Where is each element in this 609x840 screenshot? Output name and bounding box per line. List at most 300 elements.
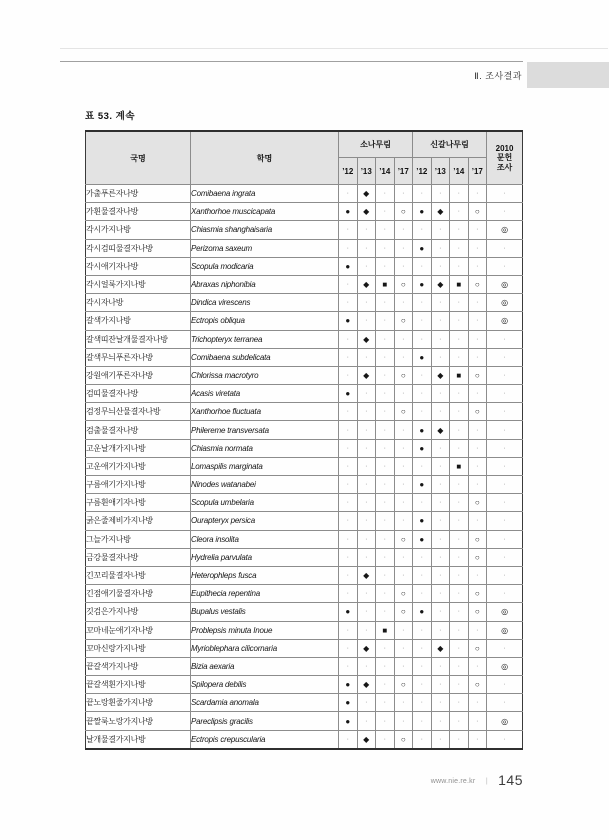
table-row bbox=[86, 203, 523, 221]
symbol-cell: · bbox=[450, 676, 469, 694]
symbol-cell: ◆ bbox=[357, 203, 376, 221]
korean-name-cell: 갈색가지나방 bbox=[86, 312, 191, 330]
literature-cell: ◎ bbox=[487, 221, 523, 239]
table-row bbox=[86, 530, 523, 548]
korean-name-cell: 각시애기자나방 bbox=[86, 257, 191, 275]
symbol-cell: · bbox=[339, 512, 358, 530]
symbol-cell: · bbox=[431, 439, 450, 457]
symbol-cell: · bbox=[450, 348, 469, 366]
table-row bbox=[86, 512, 523, 530]
symbol-cell: · bbox=[413, 712, 432, 730]
scientific-name-cell: Comibaena ingrata bbox=[191, 185, 339, 203]
symbol-cell: · bbox=[431, 457, 450, 475]
symbol-cell: · bbox=[413, 257, 432, 275]
symbol-cell: ● bbox=[413, 275, 432, 293]
symbol-cell: ◆ bbox=[431, 639, 450, 657]
literature-cell: ◎ bbox=[487, 294, 523, 312]
symbol-cell: · bbox=[339, 294, 358, 312]
symbol-cell: · bbox=[357, 585, 376, 603]
symbol-cell: · bbox=[394, 694, 413, 712]
symbol-cell: · bbox=[339, 476, 358, 494]
symbol-cell: · bbox=[339, 366, 358, 384]
scientific-name-cell: Bizia aexaria bbox=[191, 657, 339, 675]
symbol-cell: · bbox=[394, 294, 413, 312]
symbol-cell: · bbox=[413, 621, 432, 639]
symbol-cell: · bbox=[339, 348, 358, 366]
symbol-cell: · bbox=[376, 366, 395, 384]
top-rule-light bbox=[60, 48, 608, 49]
symbol-cell: · bbox=[413, 676, 432, 694]
scientific-name-cell: Ectropis obliqua bbox=[191, 312, 339, 330]
scientific-name-cell: Ectropis crepuscularia bbox=[191, 730, 339, 749]
symbol-cell: ◆ bbox=[357, 639, 376, 657]
literature-cell: · bbox=[487, 585, 523, 603]
table-row bbox=[86, 694, 523, 712]
symbol-cell: · bbox=[468, 657, 487, 675]
korean-name-cell: 구름흰애기자나방 bbox=[86, 494, 191, 512]
literature-cell: · bbox=[487, 494, 523, 512]
symbol-cell: · bbox=[339, 239, 358, 257]
table-row bbox=[86, 330, 523, 348]
table-row bbox=[86, 548, 523, 566]
symbol-cell: · bbox=[376, 585, 395, 603]
symbol-cell: ○ bbox=[394, 585, 413, 603]
symbol-cell: · bbox=[394, 548, 413, 566]
symbol-cell: ○ bbox=[394, 403, 413, 421]
symbol-cell: · bbox=[431, 221, 450, 239]
korean-name-cell: 각시검띠물결자나방 bbox=[86, 239, 191, 257]
symbol-cell: · bbox=[413, 403, 432, 421]
scientific-name-cell: Trichopteryx terranea bbox=[191, 330, 339, 348]
symbol-cell: · bbox=[431, 239, 450, 257]
symbol-cell: · bbox=[376, 712, 395, 730]
symbol-cell: · bbox=[376, 694, 395, 712]
literature-cell: ◎ bbox=[487, 712, 523, 730]
symbol-cell: · bbox=[413, 694, 432, 712]
symbol-cell: · bbox=[450, 730, 469, 749]
symbol-cell: · bbox=[450, 257, 469, 275]
symbol-cell: · bbox=[413, 639, 432, 657]
symbol-cell: · bbox=[431, 185, 450, 203]
korean-name-cell: 갈색무늬푸른자나방 bbox=[86, 348, 191, 366]
scientific-name-cell: Lomaspilis marginata bbox=[191, 457, 339, 475]
symbol-cell: · bbox=[450, 239, 469, 257]
symbol-cell: ● bbox=[339, 603, 358, 621]
symbol-cell: · bbox=[376, 185, 395, 203]
table-row bbox=[86, 421, 523, 439]
symbol-cell: · bbox=[468, 694, 487, 712]
symbol-cell: · bbox=[357, 457, 376, 475]
symbol-cell: · bbox=[339, 421, 358, 439]
symbol-cell: ○ bbox=[468, 548, 487, 566]
table-row bbox=[86, 730, 523, 749]
literature-cell: · bbox=[487, 730, 523, 749]
symbol-cell: · bbox=[413, 294, 432, 312]
symbol-cell: · bbox=[339, 185, 358, 203]
top-rule-dark bbox=[60, 61, 523, 62]
symbol-cell: · bbox=[394, 421, 413, 439]
symbol-cell: · bbox=[468, 185, 487, 203]
header-year-pine-14: ’14 bbox=[376, 158, 395, 185]
symbol-cell: ○ bbox=[394, 603, 413, 621]
korean-name-cell: 갈색띠잔날개물결자나방 bbox=[86, 330, 191, 348]
symbol-cell: ● bbox=[413, 476, 432, 494]
korean-name-cell: 긴꼬리물결자나방 bbox=[86, 566, 191, 584]
scientific-name-cell: Abraxas niphonibia bbox=[191, 275, 339, 293]
symbol-cell: ◆ bbox=[357, 676, 376, 694]
symbol-cell: · bbox=[394, 257, 413, 275]
symbol-cell: · bbox=[413, 221, 432, 239]
symbol-cell: · bbox=[450, 712, 469, 730]
symbol-cell: · bbox=[394, 712, 413, 730]
korean-name-cell: 강원애기푸른자나방 bbox=[86, 366, 191, 384]
symbol-cell: · bbox=[357, 421, 376, 439]
header-year-oak-13: ’13 bbox=[431, 158, 450, 185]
header-year-pine-13: ’13 bbox=[357, 158, 376, 185]
literature-cell: ◎ bbox=[487, 275, 523, 293]
symbol-cell: · bbox=[376, 348, 395, 366]
table-row bbox=[86, 348, 523, 366]
symbol-cell: · bbox=[413, 385, 432, 403]
symbol-cell: · bbox=[450, 421, 469, 439]
symbol-cell: ● bbox=[339, 257, 358, 275]
korean-name-cell: 끝노랑흰줄가지나방 bbox=[86, 694, 191, 712]
header-year-pine-17: ’17 bbox=[394, 158, 413, 185]
symbol-cell: · bbox=[450, 494, 469, 512]
symbol-cell: · bbox=[450, 476, 469, 494]
header-group-oak-forest: 신갈나무림 bbox=[413, 131, 487, 158]
symbol-cell: · bbox=[357, 512, 376, 530]
symbol-cell: · bbox=[376, 421, 395, 439]
symbol-cell: · bbox=[357, 348, 376, 366]
literature-cell: · bbox=[487, 348, 523, 366]
symbol-cell: ◆ bbox=[357, 566, 376, 584]
table-row bbox=[86, 439, 523, 457]
symbol-cell: · bbox=[376, 221, 395, 239]
symbol-cell: · bbox=[450, 185, 469, 203]
symbol-cell: · bbox=[413, 730, 432, 749]
symbol-cell: · bbox=[357, 694, 376, 712]
scientific-name-cell: Scardamia anomala bbox=[191, 694, 339, 712]
symbol-cell: ● bbox=[339, 203, 358, 221]
header-scientific-name: 학명 bbox=[191, 131, 339, 185]
symbol-cell: · bbox=[376, 294, 395, 312]
header-year-oak-14: ’14 bbox=[450, 158, 469, 185]
literature-cell: · bbox=[487, 403, 523, 421]
literature-cell: · bbox=[487, 694, 523, 712]
page-footer bbox=[222, 772, 523, 790]
scientific-name-cell: Ninodes watanabei bbox=[191, 476, 339, 494]
symbol-cell: · bbox=[450, 657, 469, 675]
scientific-name-cell: Eupithecia repentina bbox=[191, 585, 339, 603]
symbol-cell: · bbox=[357, 294, 376, 312]
symbol-cell: · bbox=[431, 512, 450, 530]
symbol-cell: · bbox=[468, 294, 487, 312]
korean-name-cell: 깃검은가지나방 bbox=[86, 603, 191, 621]
symbol-cell: · bbox=[413, 548, 432, 566]
korean-name-cell: 각시가지나방 bbox=[86, 221, 191, 239]
scientific-name-cell: Bupalus vestalis bbox=[191, 603, 339, 621]
scientific-name-cell: Chiasmia normata bbox=[191, 439, 339, 457]
symbol-cell: · bbox=[357, 476, 376, 494]
scientific-name-cell: Philereme transversata bbox=[191, 421, 339, 439]
symbol-cell: ◆ bbox=[357, 185, 376, 203]
scientific-name-cell: Spilopera debilis bbox=[191, 676, 339, 694]
literature-cell: · bbox=[487, 676, 523, 694]
symbol-cell: · bbox=[339, 275, 358, 293]
scientific-name-cell: Acasis viretata bbox=[191, 385, 339, 403]
korean-name-cell: 금강물결자나방 bbox=[86, 548, 191, 566]
symbol-cell: · bbox=[431, 294, 450, 312]
header-literature-line3: 조사 bbox=[496, 162, 513, 172]
table-header bbox=[86, 131, 523, 185]
symbol-cell: · bbox=[413, 330, 432, 348]
symbol-cell: · bbox=[394, 330, 413, 348]
table-row bbox=[86, 185, 523, 203]
symbol-cell: · bbox=[450, 312, 469, 330]
symbol-cell: · bbox=[450, 694, 469, 712]
symbol-cell: · bbox=[357, 621, 376, 639]
scientific-name-cell: Myrioblephara cilicornaria bbox=[191, 639, 339, 657]
symbol-cell: · bbox=[357, 657, 376, 675]
symbol-cell: · bbox=[468, 421, 487, 439]
symbol-cell: · bbox=[357, 403, 376, 421]
table-row bbox=[86, 457, 523, 475]
symbol-cell: · bbox=[450, 403, 469, 421]
header-year-pine-12: ’12 bbox=[339, 158, 358, 185]
table-row bbox=[86, 239, 523, 257]
symbol-cell: ● bbox=[339, 385, 358, 403]
literature-cell: ◎ bbox=[487, 657, 523, 675]
symbol-cell: · bbox=[468, 330, 487, 348]
korean-name-cell: 각시얼룩가지나방 bbox=[86, 275, 191, 293]
korean-name-cell: 가출푸른자나방 bbox=[86, 185, 191, 203]
symbol-cell: · bbox=[339, 621, 358, 639]
symbol-cell: ◆ bbox=[431, 366, 450, 384]
symbol-cell: ■ bbox=[376, 275, 395, 293]
literature-cell: · bbox=[487, 457, 523, 475]
symbol-cell: · bbox=[468, 712, 487, 730]
table-row bbox=[86, 403, 523, 421]
symbol-cell: · bbox=[450, 221, 469, 239]
symbol-cell: · bbox=[357, 312, 376, 330]
symbol-cell: ● bbox=[339, 712, 358, 730]
footer-page-number: 145 bbox=[498, 772, 523, 788]
symbol-cell: · bbox=[468, 730, 487, 749]
symbol-cell: · bbox=[468, 439, 487, 457]
symbol-cell: · bbox=[339, 494, 358, 512]
symbol-cell: · bbox=[413, 494, 432, 512]
korean-name-cell: 굵은줄제비가지나방 bbox=[86, 512, 191, 530]
symbol-cell: · bbox=[376, 330, 395, 348]
symbol-cell: · bbox=[394, 457, 413, 475]
symbol-cell: · bbox=[450, 639, 469, 657]
symbol-cell: ● bbox=[413, 603, 432, 621]
korean-name-cell: 검출물결자나방 bbox=[86, 421, 191, 439]
korean-name-cell: 그늘가지나방 bbox=[86, 530, 191, 548]
symbol-cell: · bbox=[413, 657, 432, 675]
symbol-cell: · bbox=[431, 385, 450, 403]
symbol-cell: · bbox=[394, 621, 413, 639]
symbol-cell: ○ bbox=[468, 530, 487, 548]
symbol-cell: · bbox=[468, 476, 487, 494]
literature-cell: · bbox=[487, 385, 523, 403]
symbol-cell: · bbox=[357, 494, 376, 512]
symbol-cell: ○ bbox=[394, 530, 413, 548]
symbol-cell: ◆ bbox=[431, 421, 450, 439]
symbol-cell: · bbox=[450, 566, 469, 584]
symbol-cell: · bbox=[394, 494, 413, 512]
literature-cell: · bbox=[487, 512, 523, 530]
scientific-name-cell: Cleora insolita bbox=[191, 530, 339, 548]
scientific-name-cell: Scopula modicaria bbox=[191, 257, 339, 275]
korean-name-cell: 끝갈색가지나방 bbox=[86, 657, 191, 675]
symbol-cell: · bbox=[431, 494, 450, 512]
symbol-cell: · bbox=[357, 385, 376, 403]
symbol-cell: · bbox=[431, 348, 450, 366]
symbol-cell: ● bbox=[339, 676, 358, 694]
symbol-cell: ○ bbox=[394, 312, 413, 330]
symbol-cell: · bbox=[468, 348, 487, 366]
footer-url[interactable]: www.nie.re.kr bbox=[430, 778, 476, 785]
symbol-cell: ● bbox=[413, 530, 432, 548]
footer-separator: | bbox=[485, 778, 488, 785]
scientific-name-cell: Scopula umbelaria bbox=[191, 494, 339, 512]
literature-cell: · bbox=[487, 566, 523, 584]
literature-cell: · bbox=[487, 257, 523, 275]
symbol-cell: · bbox=[431, 730, 450, 749]
symbol-cell: · bbox=[450, 385, 469, 403]
symbol-cell: · bbox=[431, 603, 450, 621]
scientific-name-cell: Perizoma saxeum bbox=[191, 239, 339, 257]
symbol-cell: · bbox=[450, 530, 469, 548]
table-row bbox=[86, 275, 523, 293]
symbol-cell: · bbox=[431, 548, 450, 566]
species-occurrence-table bbox=[85, 130, 523, 750]
symbol-cell: · bbox=[413, 585, 432, 603]
symbol-cell: ◆ bbox=[357, 275, 376, 293]
symbol-cell: ○ bbox=[394, 366, 413, 384]
korean-name-cell: 가흰물결자나방 bbox=[86, 203, 191, 221]
symbol-cell: ○ bbox=[468, 275, 487, 293]
symbol-cell: ○ bbox=[468, 494, 487, 512]
symbol-cell: · bbox=[339, 657, 358, 675]
symbol-cell: · bbox=[339, 457, 358, 475]
symbol-cell: · bbox=[376, 512, 395, 530]
symbol-cell: · bbox=[339, 221, 358, 239]
symbol-cell: · bbox=[394, 657, 413, 675]
table-row bbox=[86, 566, 523, 584]
symbol-cell: · bbox=[394, 476, 413, 494]
symbol-cell: · bbox=[431, 621, 450, 639]
symbol-cell: ■ bbox=[450, 275, 469, 293]
symbol-cell: ◆ bbox=[357, 730, 376, 749]
table-row bbox=[86, 385, 523, 403]
symbol-cell: · bbox=[468, 457, 487, 475]
symbol-cell: · bbox=[376, 657, 395, 675]
symbol-cell: · bbox=[394, 439, 413, 457]
scientific-name-cell: Pareclipsis gracilis bbox=[191, 712, 339, 730]
symbol-cell: · bbox=[413, 566, 432, 584]
symbol-cell: · bbox=[431, 330, 450, 348]
symbol-cell: · bbox=[394, 348, 413, 366]
scientific-name-cell: Dindica virescens bbox=[191, 294, 339, 312]
symbol-cell: · bbox=[431, 676, 450, 694]
symbol-cell: · bbox=[357, 548, 376, 566]
header-group-pine-forest: 소나무림 bbox=[339, 131, 413, 158]
symbol-cell: · bbox=[376, 494, 395, 512]
symbol-cell: ● bbox=[413, 203, 432, 221]
table-body bbox=[86, 185, 523, 749]
symbol-cell: · bbox=[339, 639, 358, 657]
korean-name-cell: 고운애기가지나방 bbox=[86, 457, 191, 475]
symbol-cell: · bbox=[357, 603, 376, 621]
symbol-cell: · bbox=[376, 385, 395, 403]
symbol-cell: · bbox=[376, 403, 395, 421]
scientific-name-cell: Ourapteryx persica bbox=[191, 512, 339, 530]
korean-name-cell: 끝갈색흰가지나방 bbox=[86, 676, 191, 694]
symbol-cell: · bbox=[357, 439, 376, 457]
korean-name-cell: 날개물결가지나방 bbox=[86, 730, 191, 749]
symbol-cell: ● bbox=[339, 694, 358, 712]
symbol-cell: · bbox=[450, 330, 469, 348]
section-tab-marker bbox=[527, 62, 609, 88]
symbol-cell: ○ bbox=[468, 676, 487, 694]
symbol-cell: · bbox=[431, 257, 450, 275]
symbol-cell: · bbox=[468, 239, 487, 257]
literature-cell: ◎ bbox=[487, 603, 523, 621]
symbol-cell: · bbox=[431, 657, 450, 675]
symbol-cell: ■ bbox=[450, 457, 469, 475]
symbol-cell: · bbox=[431, 403, 450, 421]
symbol-cell: ○ bbox=[468, 203, 487, 221]
literature-cell: · bbox=[487, 203, 523, 221]
symbol-cell: · bbox=[376, 457, 395, 475]
symbol-cell: ○ bbox=[394, 676, 413, 694]
symbol-cell: · bbox=[357, 712, 376, 730]
symbol-cell: · bbox=[376, 239, 395, 257]
symbol-cell: · bbox=[339, 566, 358, 584]
table-row bbox=[86, 657, 523, 675]
section-header: Ⅱ. 조사결과 bbox=[474, 71, 522, 81]
symbol-cell: · bbox=[339, 730, 358, 749]
literature-cell: · bbox=[487, 421, 523, 439]
header-year-oak-12: ’12 bbox=[413, 158, 432, 185]
table-caption: 표 53. 계속 bbox=[85, 111, 136, 122]
symbol-cell: · bbox=[339, 548, 358, 566]
symbol-cell: ◆ bbox=[431, 203, 450, 221]
literature-cell: · bbox=[487, 639, 523, 657]
symbol-cell: · bbox=[413, 185, 432, 203]
symbol-cell: · bbox=[339, 330, 358, 348]
korean-name-cell: 끝짤룩노랑가지나방 bbox=[86, 712, 191, 730]
symbol-cell: · bbox=[450, 512, 469, 530]
korean-name-cell: 검정무늬산물결자나방 bbox=[86, 403, 191, 421]
scientific-name-cell: Chiasmia shanghaisaria bbox=[191, 221, 339, 239]
table-row bbox=[86, 639, 523, 657]
symbol-cell: · bbox=[376, 203, 395, 221]
literature-cell: · bbox=[487, 239, 523, 257]
symbol-cell: ○ bbox=[468, 403, 487, 421]
symbol-cell: ● bbox=[339, 312, 358, 330]
symbol-cell: · bbox=[357, 530, 376, 548]
scientific-name-cell: Comibaena subdelicata bbox=[191, 348, 339, 366]
symbol-cell: ● bbox=[413, 421, 432, 439]
symbol-cell: · bbox=[450, 585, 469, 603]
symbol-cell: · bbox=[468, 512, 487, 530]
literature-cell: · bbox=[487, 439, 523, 457]
symbol-cell: · bbox=[468, 257, 487, 275]
